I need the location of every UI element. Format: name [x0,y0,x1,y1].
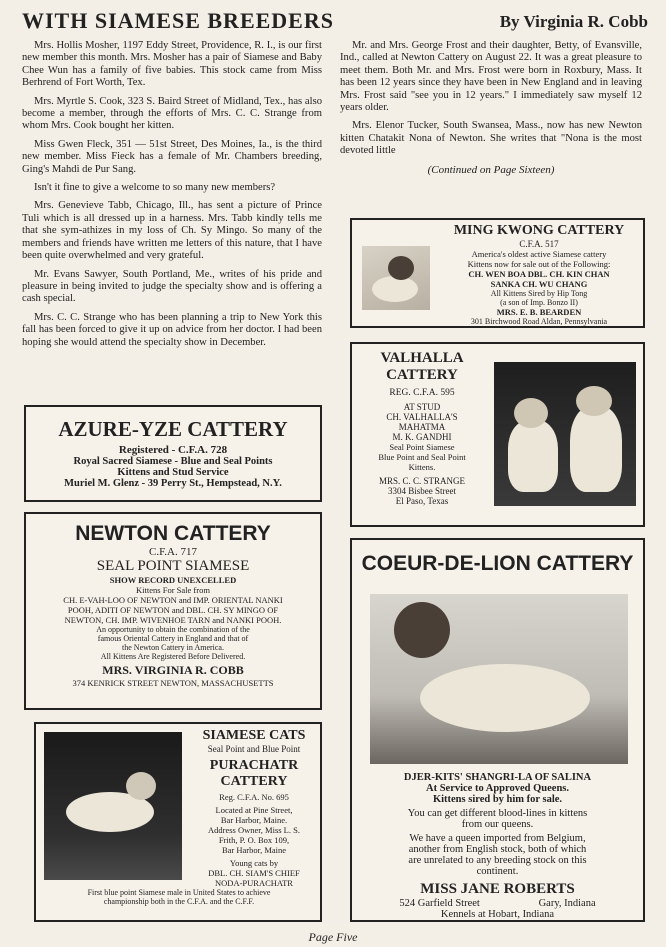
ad-line: At Service to Approved Queens. [425,783,569,794]
ad-reg: REG. C.F.A. 595 [389,388,455,398]
paragraph: Mrs. Genevieve Tabb, Chicago, Ill., has sent a picture of Prince Tuli which is all dressed up in a harness. Mrs. Tabb kindly tells me that she sym-athizes in my loss of Ch. Sy Mingo. So many of the members and friends have written me letters of this nature, that I have been quite overwhelmed and very grateful. [22,200,322,262]
ad-line: continent. [476,866,519,877]
ad-line: Frith, P. O. Box 109, [218,835,290,845]
ad-line: Kittens. [408,462,436,472]
cat-head [394,602,450,658]
cat-photo [44,732,182,880]
ad-line: MAHATMA [398,422,446,432]
cat-photo [362,246,430,310]
cat-body [508,420,558,492]
ad-line: MRS. VIRGINIA R. COBB [102,663,244,677]
cats-photo [494,362,636,506]
ad-line: CH. WEN BOA DBL. CH. KIN CHAN [468,269,610,279]
ad-line: An opportunity to obtain the combination of the [96,625,250,634]
ad-line: All Kittens Sired by Hip Tong [490,289,588,298]
ad-line: Located at Pine Street, [215,805,293,815]
cat-body [372,276,418,302]
ad-line: Bar Harbor, Maine [221,845,287,855]
cat-head [126,772,156,800]
ad-line: Kittens and Stud Service [117,467,229,478]
left-column [22,40,322,355]
ad-line: MRS. E. B. BEARDEN [496,307,582,317]
ad-line: 301 Birchwood Road Aldan, Pennsylvania [470,317,608,326]
ad-line: (a son of Imp. Bonzo II) [500,298,578,307]
ad-line: America's oldest active Siamese cattery [471,249,607,259]
ad-line: All Kittens Are Registered Before Delivered. [100,652,246,661]
cat-body [570,406,622,492]
ad-line: Registered - C.F.A. 728 [118,444,228,456]
ad-line: Gary, Indiana [538,898,596,909]
cat-head [576,386,612,416]
ad-line: Royal Sacred Siamese - Blue and Seal Points [73,456,273,467]
paragraph: Mr. Evans Sawyer, South Portland, Me., writes of his pride and pleasure in being invited to judge the specialty show and is offering a cash special. [22,268,322,305]
ad-line: El Paso, Texas [395,496,449,506]
paragraph: Mrs. Elenor Tucker, South Swansea, Mass., now has new Newton kitten Chatakit Nona of Newton. She writes that "Nona is the most devoted little [340,120,642,157]
ad-line: Kennels at Hobart, Indiana [440,909,555,920]
ad-line: the Newton Cattery in America. [122,643,224,652]
ad-line: famous Oriental Cattery in England and that of [97,634,249,643]
paragraph: Mrs. C. C. Strange who has been planning a trip to New York this fall has been forced to give it up on advice from her doctor. I had been hoping she would attend the specialty show in December. [22,311,322,348]
ad-line: NEWTON, CH. IMP. WIVENHOE TARN and NANKI POOH. [64,615,282,625]
ad-name: CATTERY [386,367,458,383]
ad-line: Kittens sired by him for sale. [432,794,563,805]
paragraph: Mr. and Mrs. George Frost and their daughter, Betty, of Evansville, Ind., called at Newton Cattery on August 22. It was a great pleasure to meet them. Both Mr. and Mrs. Frost were born in Roxbury, Mass. It has been 12 years since they have been in New England and in leaving Mrs. Frost said "see you in 12 years." I immediately saw myself 12 years older. [340,40,642,114]
ad-name: MING KWONG CATTERY [453,223,625,238]
ad-name: CATTERY [220,774,288,789]
cat-photo [370,594,628,764]
ad-line: CH. VALHALLA'S [386,412,458,422]
ad-line: We have a queen imported from Belgium, [409,833,586,844]
ad-line: MRS. C. C. STRANGE [378,476,466,486]
ad-line: SANKA CH. WU CHANG [490,279,588,289]
paragraph: Mrs. Hollis Mosher, 1197 Eddy Street, Providence, R. I., is our first new member this month. Mrs. Mosher has a pair of Siamese and Baby Chee Wun has a family of five babies. This stock came from Miss Berhrend of Fort Worth, Tex. [22,40,322,89]
ad-line: Young cats by [229,858,279,868]
cat-head [514,398,548,428]
ad-line: SHOW RECORD UNEXCELLED [109,575,237,585]
ad-reg: Reg. C.F.A. No. 695 [219,792,289,802]
ad-ming-kwong [350,218,645,328]
ad-line: Seal Point and Blue Point [207,744,301,754]
paragraph: Isn't it fine to give a welcome to so many new members? [34,182,276,194]
ad-line: championship both in the C.F.A. and the C.F.F. [103,897,255,906]
ad-coeur-de-lion [350,538,645,922]
byline: By Virginia R. Cobb [499,12,648,31]
ad-line: First blue point Siamese male in United States to achieve [87,888,271,897]
ad-line: AT STUD [403,402,441,412]
ad-reg: C.F.A. 517 [519,239,559,249]
ad-line: Blue Point and Seal Point [378,452,466,462]
ad-azure-yze [24,405,322,502]
paragraph: Miss Gwen Fleck, 351 — 51st Street, Des Moines, Ia., is the third new member. Miss Fieck has a female of Mr. Chambers breeding, Ging's Mahdi de Pur Sang. [22,138,322,175]
ad-line: DJER-KITS' SHANGRI-LA OF SALINA [403,772,592,783]
ad-purachatr [34,722,322,922]
ad-name: AZURE-YZE CATTERY [58,417,288,441]
ad-line: NODA-PURACHATR [215,878,293,888]
ad-line: Address Owner, Miss L. S. [208,825,300,835]
paragraph: Mrs. Myrtle S. Cook, 323 S. Baird Street of Midland, Tex., has also become a member, through the efforts of Mrs. C. C. Strange from whom Mrs. Cook bought her kitten. [22,95,322,132]
ad-name: VALHALLA [380,350,464,366]
ad-sub: SEAL POINT SIAMESE [96,558,250,574]
continued-note: (Continued on Page Sixteen) [427,163,555,176]
ad-line: SIAMESE CATS [202,728,306,743]
ad-line: M. K. GANDHI [392,432,452,442]
ad-line: CH. E-VAH-LOO OF NEWTON and IMP. ORIENTAL NANKI [63,595,283,605]
ad-line: are unrelated to any breeding stock on this [408,855,587,866]
ad-line: You can get different blood-lines in kittens [407,808,588,819]
ad-line: MISS JANE ROBERTS [420,881,575,897]
ad-name: PURACHATR [209,758,299,773]
ad-reg: C.F.A. 717 [148,546,198,558]
cat-body [420,664,590,732]
ad-line: Muriel M. Glenz - 39 Perry St., Hempstead, N.Y. [64,478,282,489]
ad-line: another from English stock, both of which [408,844,587,855]
ad-line: POOH, ADITI OF NEWTON and DBL. CH. SY MINGO OF [67,605,279,615]
page-title: WITH SIAMESE BREEDERS [22,8,334,33]
ad-line: Kittens now for sale out of the Following: [467,259,611,269]
ad-line: 3304 Bisbee Street [388,486,456,496]
ad-name: COEUR-DE-LION CATTERY [361,552,634,575]
ad-valhalla [350,342,645,527]
ad-name: NEWTON CATTERY [75,522,271,545]
ad-line: DBL. CH. SIAM'S CHIEF [208,868,300,878]
ad-line: 374 KENRICK STREET NEWTON, MASSACHUSETTS [72,678,274,688]
ad-line: Seal Point Siamese [389,442,455,452]
page-number: Page Five [308,930,358,944]
right-column [340,40,642,176]
ad-newton [24,512,322,710]
ad-line: from our queens. [461,819,534,830]
cat-head [388,256,414,280]
ad-line: Bar Harbor, Maine. [220,815,288,825]
ad-line: 524 Garfield Street [399,898,480,909]
ad-line: Kittens For Sale from [136,585,210,595]
